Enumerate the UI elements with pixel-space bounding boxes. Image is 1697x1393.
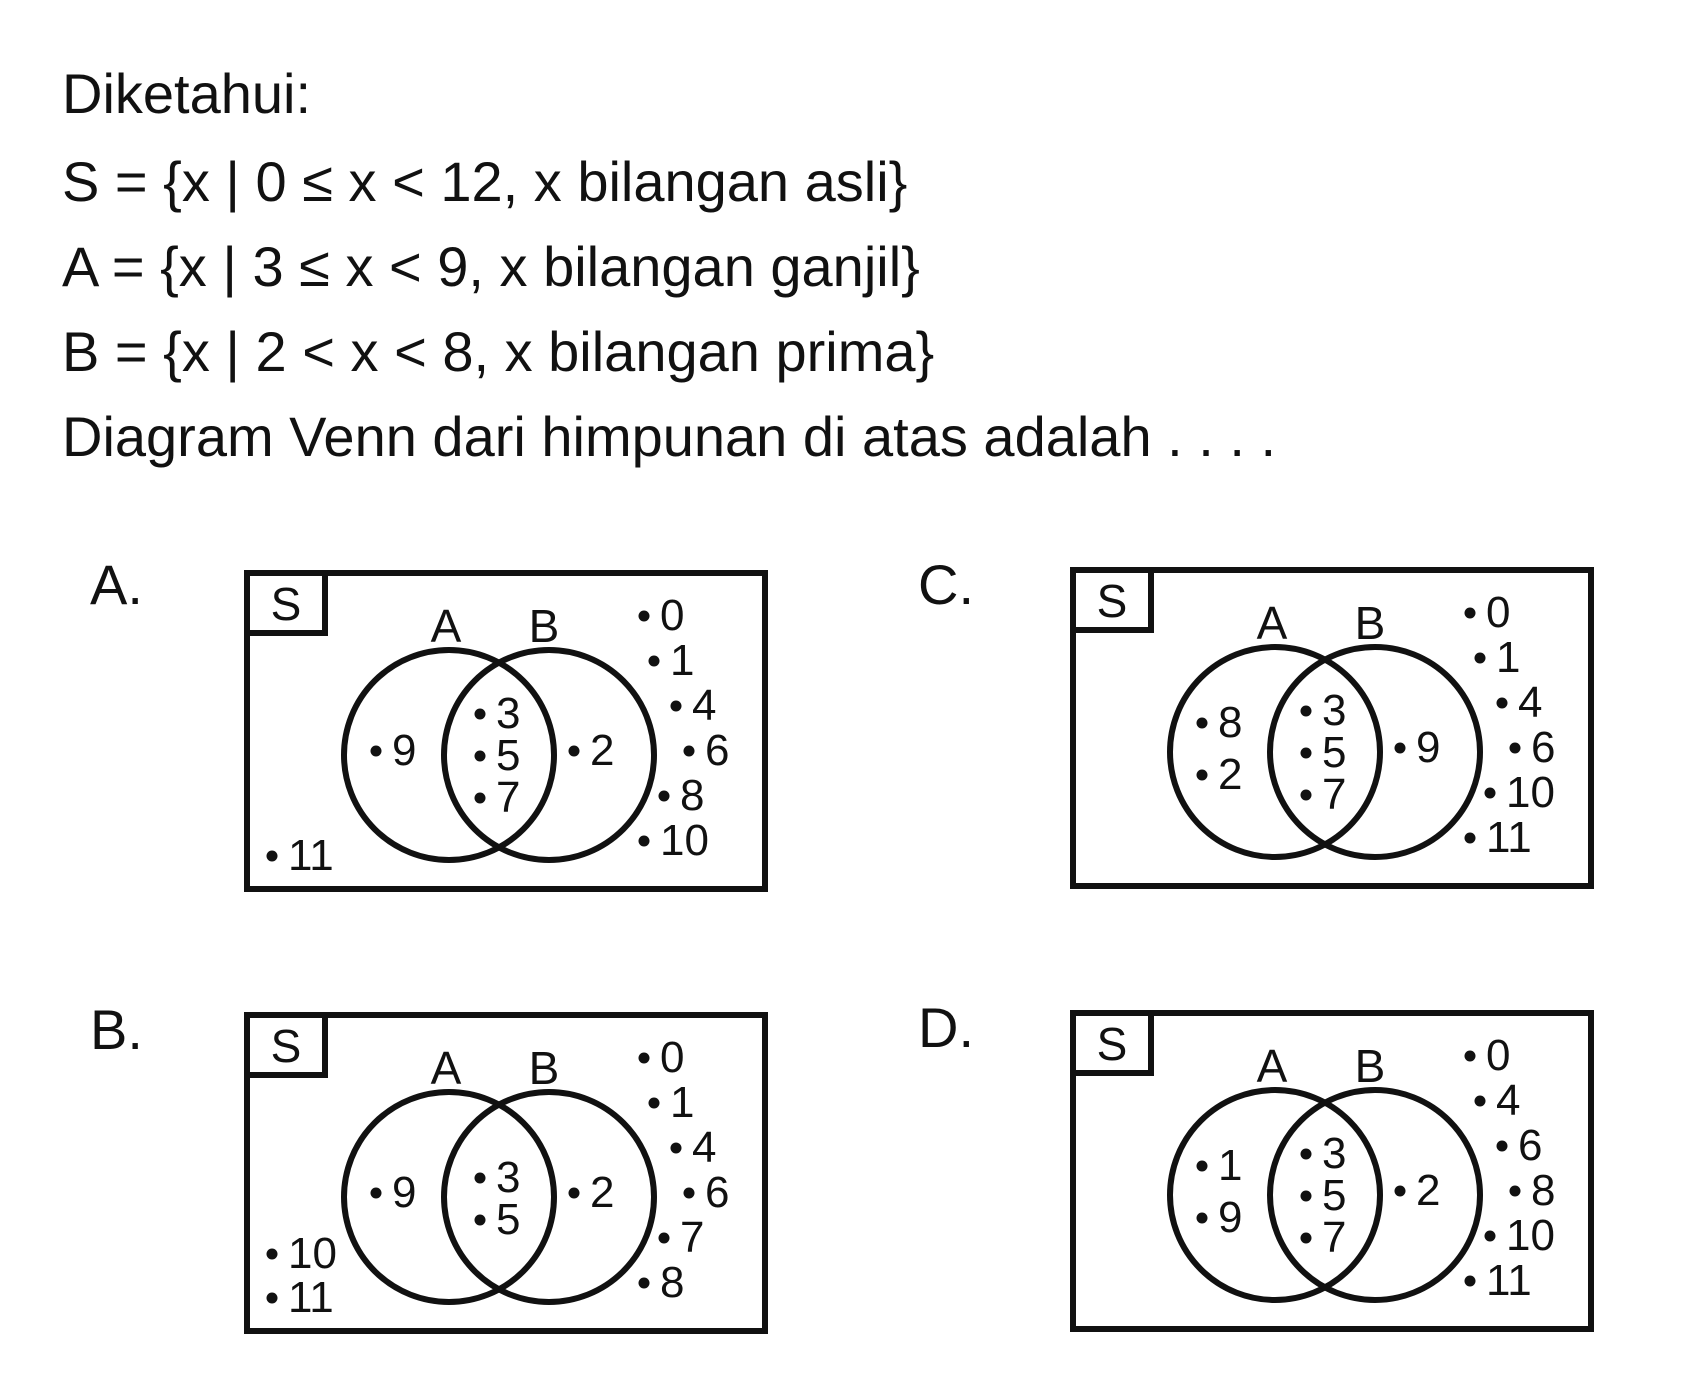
set-a-only-element xyxy=(371,726,417,775)
element-dot xyxy=(1301,748,1312,759)
element-dot xyxy=(1510,743,1521,754)
set-a-only-element xyxy=(1197,1193,1243,1242)
element-dot xyxy=(1197,718,1208,729)
element-number: 2 xyxy=(590,1168,615,1217)
set-b-label: B xyxy=(528,1042,560,1094)
element-dot xyxy=(475,1173,486,1184)
element-dot xyxy=(1497,1141,1508,1152)
element-number: 10 xyxy=(288,1229,337,1278)
element-number: 3 xyxy=(1322,1129,1347,1178)
element-number: 11 xyxy=(1486,813,1532,862)
outside-element xyxy=(659,771,705,820)
outside-element xyxy=(684,1168,730,1217)
outside-element xyxy=(671,1123,717,1172)
element-dot xyxy=(267,1293,278,1304)
element-number: 4 xyxy=(1518,678,1543,727)
element-number: 5 xyxy=(1322,1171,1347,1220)
element-number: 9 xyxy=(392,726,417,775)
option-b-label: B. xyxy=(90,998,143,1061)
set-a-only-element xyxy=(1197,1141,1243,1190)
element-dot xyxy=(1395,743,1406,754)
element-number: 8 xyxy=(660,1258,685,1307)
outside-element xyxy=(1485,768,1555,817)
element-dot xyxy=(371,1188,382,1199)
element-dot xyxy=(659,791,670,802)
element-dot xyxy=(475,751,486,762)
set-a-label: A xyxy=(430,1042,462,1094)
element-number: 3 xyxy=(496,689,521,738)
option-c-venn-diagram xyxy=(1070,567,1640,917)
outside-element xyxy=(671,681,717,730)
element-dot xyxy=(475,1215,486,1226)
element-number: 7 xyxy=(680,1213,705,1262)
element-dot xyxy=(659,1233,670,1244)
element-number: 5 xyxy=(496,731,521,780)
element-number: 3 xyxy=(496,1153,521,1202)
element-dot xyxy=(1301,1191,1312,1202)
element-dot xyxy=(371,746,382,757)
set-a-circle xyxy=(1170,647,1380,857)
outside-element xyxy=(267,1273,334,1322)
set-s-definition: S = {x | 0 ≤ x < 12, x bilangan asli} xyxy=(62,150,908,213)
element-number: 8 xyxy=(1218,698,1243,747)
element-dot xyxy=(639,836,650,847)
element-dot xyxy=(1485,1231,1496,1242)
outside-element xyxy=(1497,678,1543,727)
set-b-circle xyxy=(444,1092,654,1302)
set-a-label: A xyxy=(1256,1040,1288,1092)
outside-element xyxy=(1510,723,1556,772)
element-number: 1 xyxy=(670,636,695,685)
element-dot xyxy=(684,1188,695,1199)
set-a-label: A xyxy=(430,600,462,652)
element-dot xyxy=(671,701,682,712)
element-number: 7 xyxy=(1322,770,1347,819)
outside-element xyxy=(1465,813,1532,862)
element-number: 4 xyxy=(692,681,717,730)
element-number: 4 xyxy=(1496,1076,1521,1125)
element-dot xyxy=(267,851,278,862)
element-dot xyxy=(1197,1213,1208,1224)
universe-label: S xyxy=(270,1020,302,1072)
element-number: 2 xyxy=(1416,1166,1441,1215)
element-dot xyxy=(1465,1051,1476,1062)
element-dot xyxy=(267,1249,278,1260)
intersection-element xyxy=(1301,1213,1347,1262)
element-dot xyxy=(1497,698,1508,709)
universe-label: S xyxy=(270,578,302,630)
element-number: 4 xyxy=(692,1123,717,1172)
outside-element xyxy=(1485,1211,1555,1260)
element-number: 6 xyxy=(705,726,730,775)
set-b-label: B xyxy=(1354,597,1386,649)
option-b-venn-diagram xyxy=(244,1012,814,1362)
outside-element xyxy=(639,1033,685,1082)
element-dot xyxy=(649,656,660,667)
option-d-venn-diagram xyxy=(1070,1010,1640,1360)
element-number: 5 xyxy=(496,1195,521,1244)
outside-element xyxy=(1465,588,1511,637)
outside-element xyxy=(267,1229,337,1278)
set-b-only-element xyxy=(1395,723,1441,772)
element-dot xyxy=(569,1188,580,1199)
heading: Diketahui: xyxy=(62,62,312,125)
set-b-only-element xyxy=(1395,1166,1441,1215)
element-dot xyxy=(684,746,695,757)
element-number: 2 xyxy=(1218,750,1243,799)
outside-element xyxy=(1465,1256,1532,1305)
element-dot xyxy=(1301,1149,1312,1160)
element-number: 6 xyxy=(705,1168,730,1217)
set-b-only-element xyxy=(569,1168,615,1217)
element-dot xyxy=(1475,653,1486,664)
element-number: 9 xyxy=(392,1168,417,1217)
element-number: 1 xyxy=(1496,633,1521,682)
option-a-label: A. xyxy=(90,553,143,616)
outside-element xyxy=(639,591,685,640)
set-a-circle xyxy=(1170,1090,1380,1300)
outside-element xyxy=(639,1258,685,1307)
element-number: 0 xyxy=(660,1033,685,1082)
element-dot xyxy=(1395,1186,1406,1197)
outside-element xyxy=(267,831,334,880)
universe-label: S xyxy=(1096,575,1128,627)
element-dot xyxy=(1301,790,1312,801)
option-d-label: D. xyxy=(918,996,974,1059)
element-number: 6 xyxy=(1518,1121,1543,1170)
outside-element xyxy=(649,1078,695,1127)
element-dot xyxy=(1197,770,1208,781)
option-c-label: C. xyxy=(918,553,974,616)
element-dot xyxy=(671,1143,682,1154)
set-a-only-element xyxy=(371,1168,417,1217)
option-a-venn-diagram xyxy=(244,570,814,920)
element-dot xyxy=(475,709,486,720)
element-number: 1 xyxy=(670,1078,695,1127)
element-dot xyxy=(639,611,650,622)
set-a-only-element xyxy=(1197,698,1243,747)
set-b-label: B xyxy=(528,600,560,652)
element-number: 0 xyxy=(660,591,685,640)
outside-element xyxy=(1475,633,1521,682)
outside-element xyxy=(1465,1031,1511,1080)
intersection-element xyxy=(475,773,521,822)
element-number: 6 xyxy=(1531,723,1556,772)
set-b-definition: B = {x | 2 < x < 8, x bilangan prima} xyxy=(62,320,935,383)
element-dot xyxy=(1301,706,1312,717)
element-dot xyxy=(1510,1186,1521,1197)
outside-element xyxy=(684,726,730,775)
outside-element xyxy=(1510,1166,1556,1215)
element-number: 5 xyxy=(1322,728,1347,777)
intersection-element xyxy=(1301,770,1347,819)
set-b-label: B xyxy=(1354,1040,1386,1092)
element-number: 9 xyxy=(1218,1193,1243,1242)
element-dot xyxy=(1485,788,1496,799)
element-number: 8 xyxy=(680,771,705,820)
element-dot xyxy=(1465,833,1476,844)
element-number: 11 xyxy=(1486,1256,1532,1305)
outside-element xyxy=(659,1213,705,1262)
element-dot xyxy=(1197,1161,1208,1172)
element-dot xyxy=(1465,608,1476,619)
element-dot xyxy=(649,1098,660,1109)
question-text: Diagram Venn dari himpunan di atas adalah . . . . xyxy=(62,405,1277,468)
element-dot xyxy=(475,793,486,804)
outside-element xyxy=(1475,1076,1521,1125)
element-number: 0 xyxy=(1486,588,1511,637)
set-a-label: A xyxy=(1256,597,1288,649)
element-number: 10 xyxy=(1506,1211,1555,1260)
intersection-element xyxy=(475,1195,521,1244)
outside-element xyxy=(639,816,709,865)
element-number: 2 xyxy=(590,726,615,775)
element-dot xyxy=(639,1278,650,1289)
element-number: 3 xyxy=(1322,686,1347,735)
element-number: 10 xyxy=(660,816,709,865)
set-b-only-element xyxy=(569,726,615,775)
element-number: 11 xyxy=(288,1273,334,1322)
element-dot xyxy=(1301,1233,1312,1244)
set-a-definition: A = {x | 3 ≤ x < 9, x bilangan ganjil} xyxy=(62,235,920,298)
element-dot xyxy=(1475,1096,1486,1107)
outside-element xyxy=(1497,1121,1543,1170)
element-number: 1 xyxy=(1218,1141,1243,1190)
element-number: 7 xyxy=(496,773,521,822)
element-dot xyxy=(569,746,580,757)
element-dot xyxy=(639,1053,650,1064)
element-number: 10 xyxy=(1506,768,1555,817)
element-dot xyxy=(1465,1276,1476,1287)
element-number: 0 xyxy=(1486,1031,1511,1080)
outside-element xyxy=(649,636,695,685)
set-a-only-element xyxy=(1197,750,1243,799)
element-number: 8 xyxy=(1531,1166,1556,1215)
universe-label: S xyxy=(1096,1018,1128,1070)
element-number: 11 xyxy=(288,831,334,880)
element-number: 7 xyxy=(1322,1213,1347,1262)
element-number: 9 xyxy=(1416,723,1441,772)
